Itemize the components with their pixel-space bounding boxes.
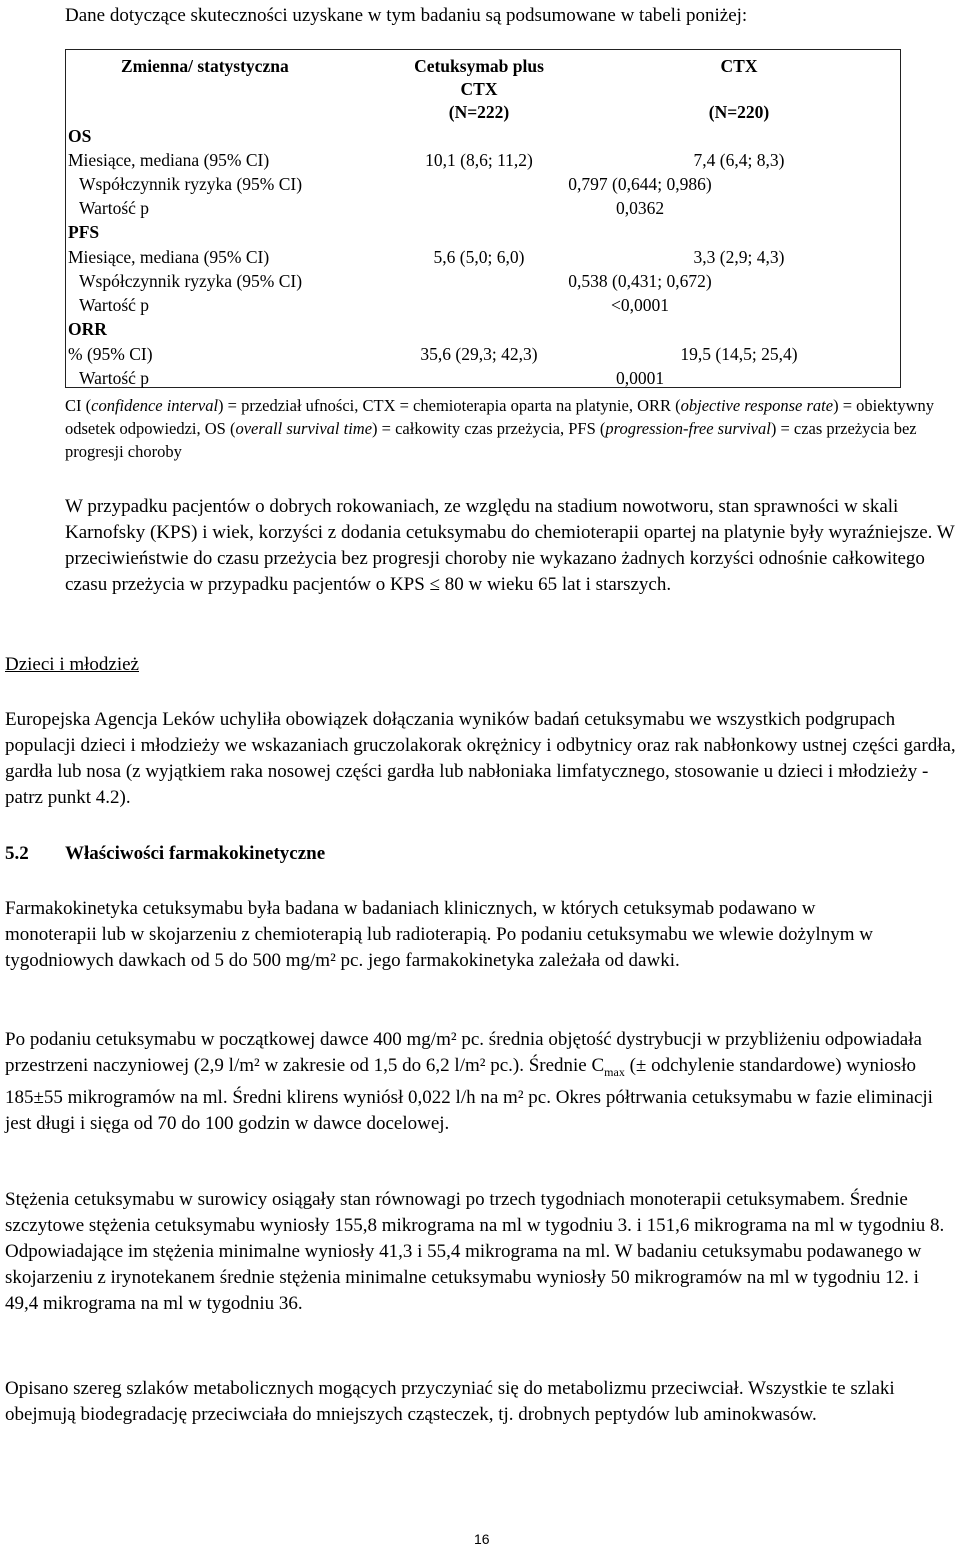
section-os: OS	[68, 126, 92, 146]
paragraph-kps: W przypadku pacjentów o dobrych rokowaniach, ze względu na stadium nowotworu, stan sprawności w skali Karnofsky (KPS) i wiek, korzyści z dodania cetuksymabu do chemioterapii opartej na platynie były wyraźniejsze. W przeciwieństwie do czasu przeżycia bez progresji choroby nie wykazano żadnych korzyści odnośnie całkowitego czasu przeżycia w przypadku pacjentów o KPS ≤ 80 w wieku 65 lat i starszych.	[65, 496, 955, 595]
os-hr-value: 0,797 (0,644; 0,986)	[568, 174, 712, 194]
header-ctx: CTX	[720, 56, 758, 76]
os-p-value: 0,0362	[615, 198, 665, 218]
section-title-pharmacokinetics: Właściwości farmakokinetyczne	[65, 843, 326, 864]
paragraph-pk-2: Po podaniu cetuksymabu w początkowej dawce 400 mg/m² pc. średnia objętość dystrybucji w przybliżeniu odpowiadała przestrzeni naczyniowej (2,9 l/m² w zakresie od 1,5 do 6,2 l/m² pc.). Średnie $C_{max}$ (± odchylenie standardowe) wyniosło 185±55 mikrogramów na ml. Średni klirens wyniósł 0,022 l/h na m² pc. Okres półtrwania cetuksymabu w fazie eliminacji jest długi i sięga od 70 do 100 godzin w dawce docelowej.	[5, 1029, 933, 1134]
section-number-5-2: 5.2	[5, 843, 29, 864]
pfs-hr-value: 0,538 (0,431; 0,672)	[568, 271, 712, 291]
paragraph-ema: Europejska Agencja Leków uchyliła obowiązek dołączania wyników badań cetuksymabu we wszystkich podgrupach populacji dzieci i młodzieży we wskazaniach gruczolakorak okrężnicy i odbytnicy oraz rak nabłonkowy ustnej części gardła, gardła lub nosa (z wyjątkiem raka nosowej części gardła lub nabłoniaka limfatycznego, stosowanie u dzieci i młodzieży - patrz punkt 4.2).	[5, 709, 956, 808]
os-p-label: Wartość p	[79, 198, 150, 218]
section-pfs: PFS	[68, 222, 100, 242]
header-cetuximab-line1: Cetuksymab plus	[414, 56, 544, 76]
pfs-median-cetuximab: 5,6 (5,0; 6,0)	[433, 247, 525, 267]
page-number: 16	[474, 1531, 490, 1547]
pfs-p-value: <0,0001	[611, 295, 669, 315]
paragraph-pk-4: Opisano szereg szlaków metabolicznych mogących przyczyniać się do metabolizmu przeciwciał. Wszystkie te szlaki obejmują biodegradację przeciwciała do mniejszych cząsteczek, tj. drobnych peptydów lub aminokwasów.	[5, 1378, 895, 1425]
header-cetuximab-n: (N=222)	[448, 102, 510, 122]
os-median-label: Miesiące, mediana (95% CI)	[68, 150, 270, 170]
orr-pct-label: % (95% CI)	[68, 344, 153, 364]
header-variable: Zmienna/ statystyczna	[121, 56, 289, 76]
orr-p-label: Wartość p	[79, 368, 150, 388]
table-footnote: CI (confidence interval) = przedział ufności, CTX = chemioterapia oparta na platynie, ORR (objective response rate) = obiektywny odsetek odpowiedzi, OS (overall survival time) = całkowity czas przeżycia, PFS (progression-free survival) = czas przeżycia bez progresji choroby	[65, 396, 935, 461]
section-heading-children: Dzieci i młodzież	[5, 654, 139, 675]
pfs-p-label: Wartość p	[79, 295, 150, 315]
orr-pct-cetuximab: 35,6 (29,3; 42,3)	[420, 344, 538, 364]
os-median-cetuximab: 10,1 (8,6; 11,2)	[425, 150, 533, 170]
os-median-ctx: 7,4 (6,4; 8,3)	[693, 150, 785, 170]
paragraph-pk-3: Stężenia cetuksymabu w surowicy osiągały stan równowagi po trzech tygodniach monoterapii cetuksymabem. Średnie szczytowe stężenia cetuksymabu wyniosły 155,8 mikrograma na ml w tygodniu 3. i 151,6 mikrograma na ml w tygodniu 8. Odpowiadające im stężenia minimalne wyniosły 41,3 i 55,4 mikrograma na ml. W badaniu cetuksymabu podawanego w skojarzeniu z irynotekanem średnie stężenia minimalne cetuksymabu wyniosły 50 mikrogramów na ml w tygodniu 12. i 49,4 mikrograma na ml w tygodniu 36.	[5, 1189, 945, 1314]
header-cetuximab-line2: CTX	[460, 79, 498, 99]
orr-p-value: 0,0001	[615, 368, 665, 388]
os-hr-label: Współczynnik ryzyka (95% CI)	[79, 174, 303, 194]
header-ctx-n: (N=220)	[708, 102, 770, 122]
section-orr: ORR	[68, 319, 107, 339]
pfs-median-label: Miesiące, mediana (95% CI)	[68, 247, 270, 267]
pfs-median-ctx: 3,3 (2,9; 4,3)	[693, 247, 785, 267]
pfs-hr-label: Współczynnik ryzyka (95% CI)	[79, 271, 303, 291]
intro-text: Dane dotyczące skuteczności uzyskane w tym badaniu są podsumowane w tabeli poniżej:	[65, 5, 748, 26]
orr-pct-ctx: 19,5 (14,5; 25,4)	[680, 344, 798, 364]
paragraph-pk-1: Farmakokinetyka cetuksymabu była badana w badaniach klinicznych, w których cetuksymab podawano w monoterapii lub w skojarzeniu z chemioterapią lub radioterapią. Po podaniu cetuksymabu we wlewie dożylnym w tygodniowych dawkach od 5 do 500 mg/m² pc. jego farmakokinetyka zależała od dawki.	[5, 898, 873, 971]
efficacy-table	[65, 49, 901, 388]
